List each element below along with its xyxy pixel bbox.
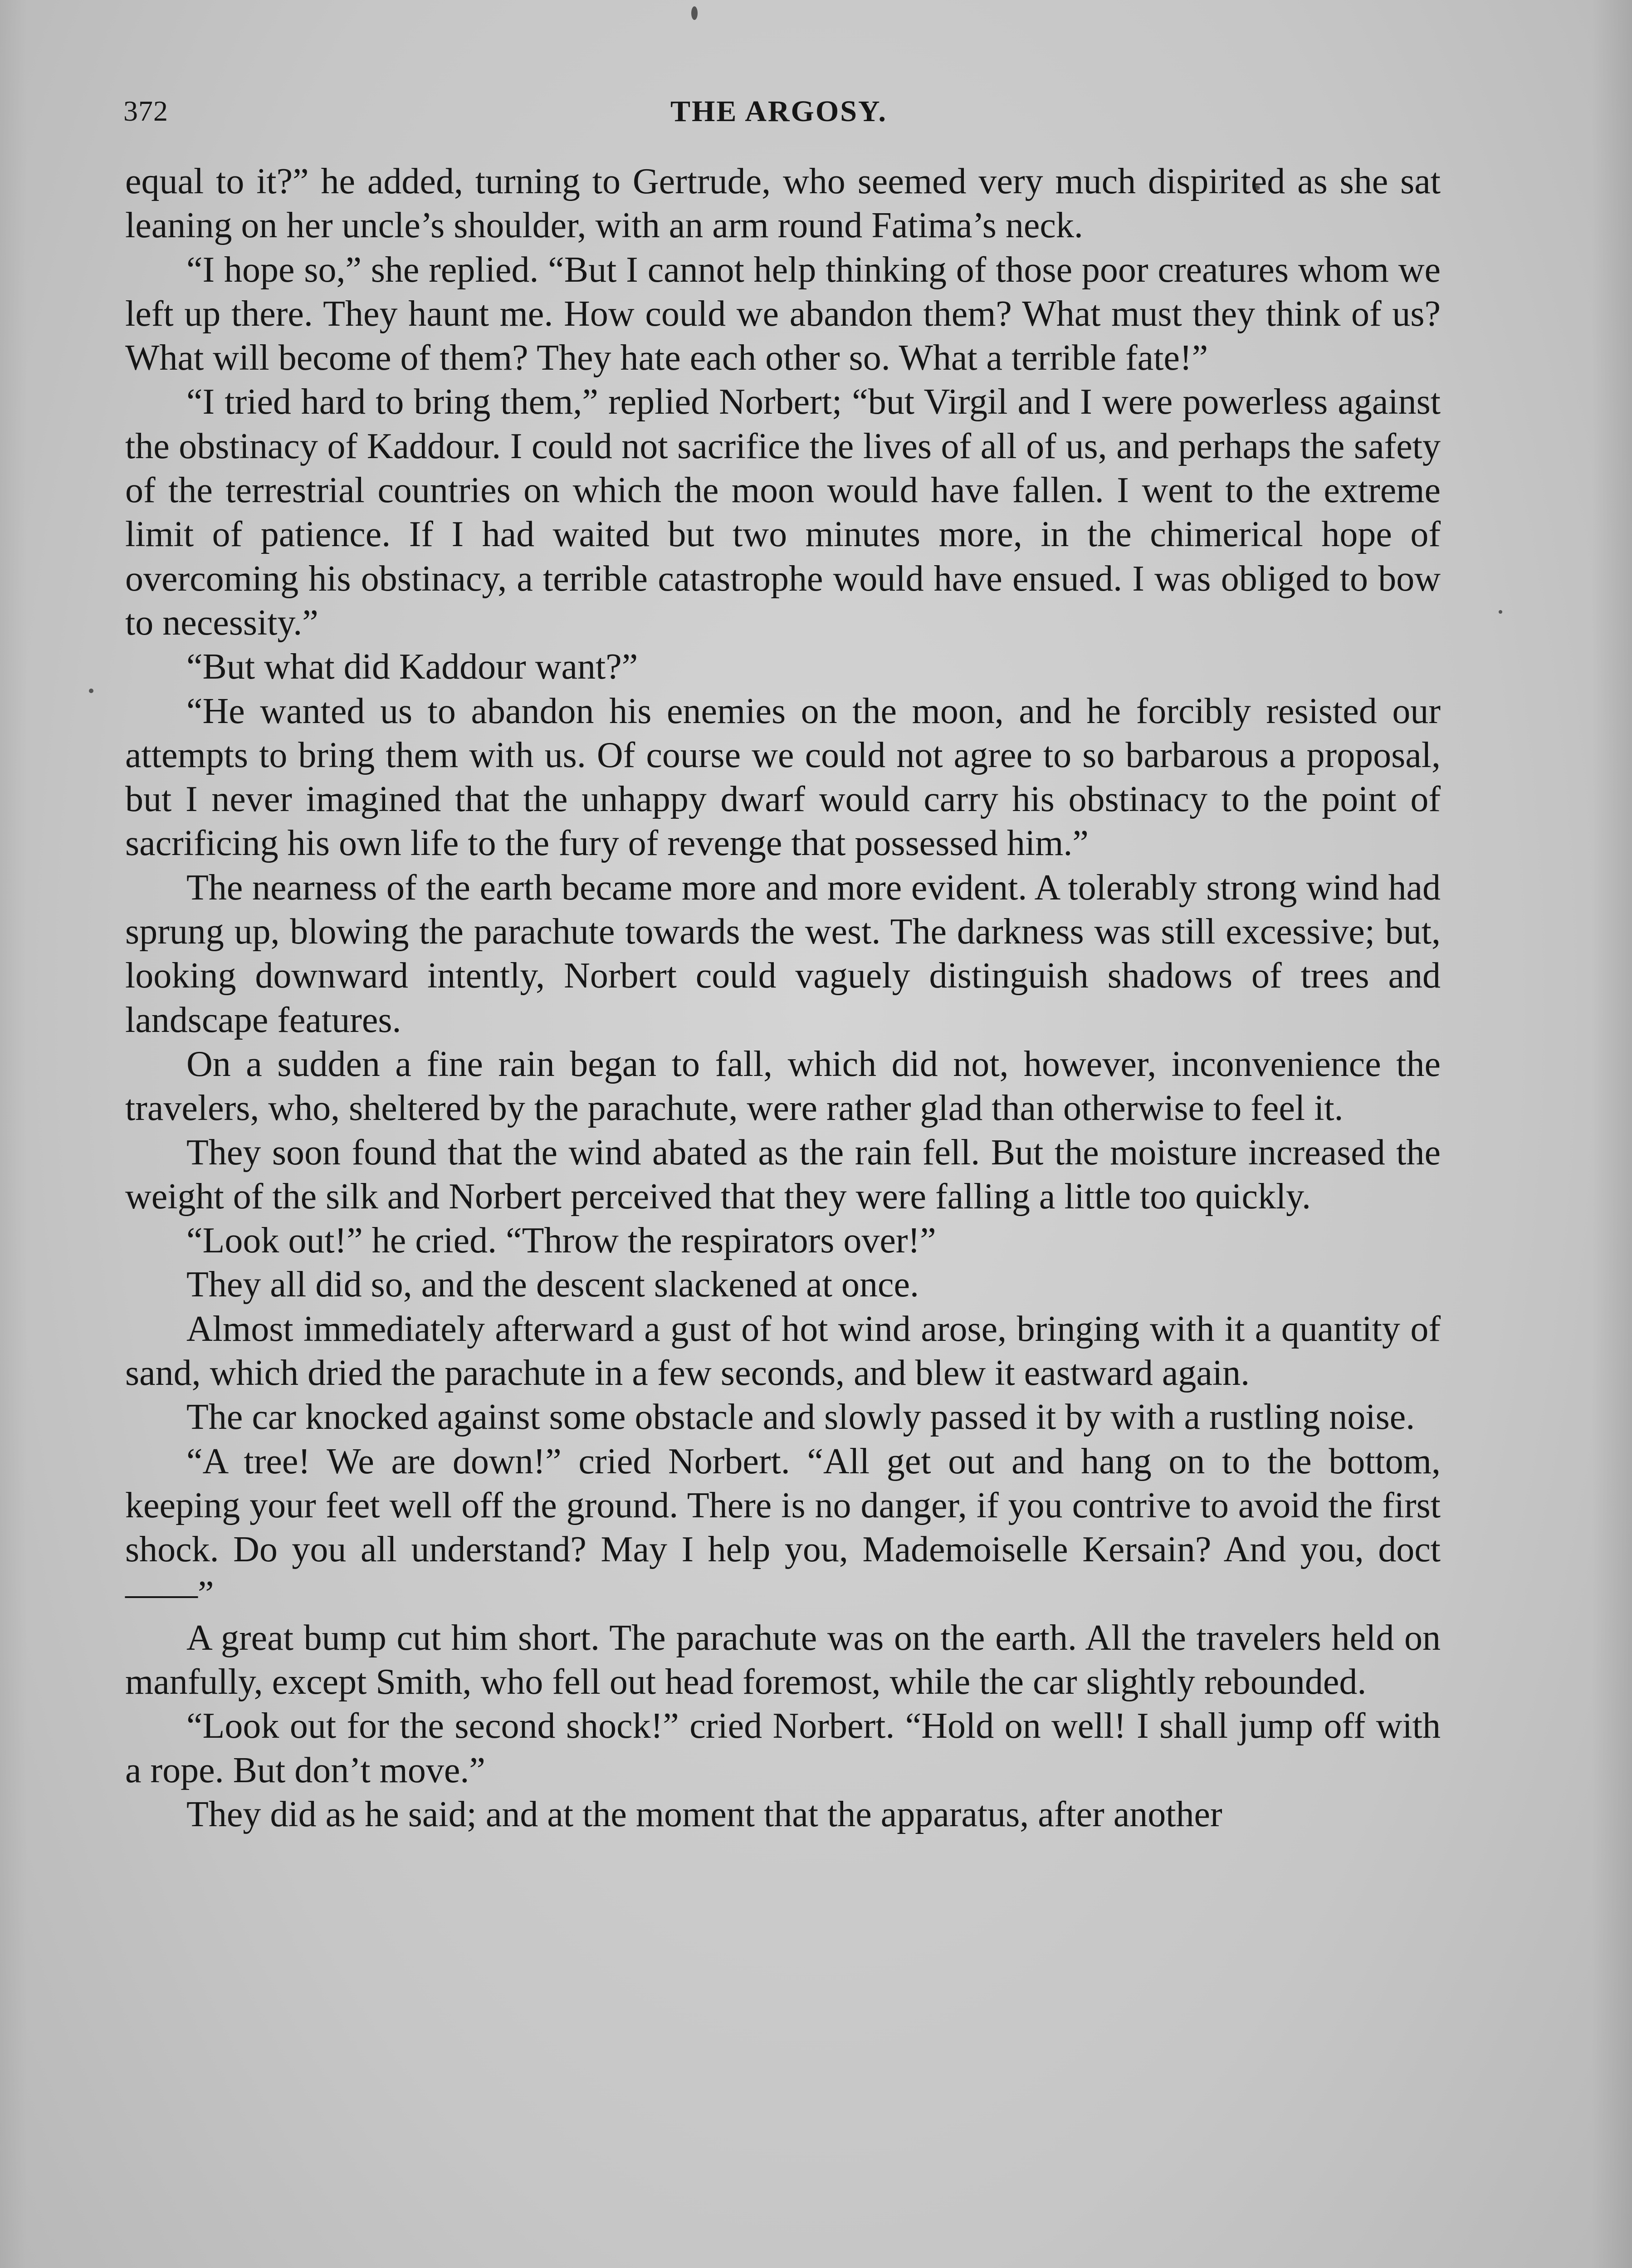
paragraph: The car knocked against some obstacle and slowly passed it by with a rustling noise. [186, 1397, 1415, 1437]
paragraph: Almost immediately afterward a gust of hot wind arose, bringing with it a quantity of sand, which dried the parachute in a few seconds, and blew it eastward again. [125, 1309, 1441, 1393]
page-number: 372 [123, 95, 168, 127]
body-text [125, 160, 1441, 1837]
print-speck [89, 689, 93, 693]
print-speck [691, 6, 698, 20]
page-shadow-right [1591, 0, 1632, 2268]
paragraph: “But what did Kaddour want?” [186, 647, 638, 687]
paragraph: The nearness of the earth became more and more evident. A tolerably strong wind had sprung up, blowing the parachute towards the west. The darkness was still excessive; but, looking downward intently, Norbert could vaguely distinguish shadows of trees and landscape features. [125, 867, 1441, 1040]
paragraph: On a sudden a fine rain began to fall, which did not, however, inconvenience the travelers, who, sheltered by the parachute, were rather glad than otherwise to feel it. [125, 1044, 1441, 1129]
paragraph: They did as he said; and at the moment that the apparatus, after another [186, 1794, 1222, 1834]
paragraph: A great bump cut him short. The parachute was on the earth. All the travelers held on manfully, except Smith, who fell out head foremost, while the car slightly rebounded. [125, 1618, 1441, 1702]
page-header [123, 94, 1434, 140]
paragraph: They all did so, and the descent slackened at once. [186, 1265, 919, 1305]
paragraph: “Look out for the second shock!” cried Norbert. “Hold on well! I shall jump off with a rope. But don’t move.” [125, 1706, 1441, 1790]
paragraph: “He wanted us to abandon his enemies on the moon, and he forcibly resisted our attempts to bring them with us. Of course we could not agree to so barbarous a proposal, but I never imagined that the unhappy dwarf would carry his obstinacy to the point of sacrificing his own life to the fury of revenge that possessed him.” [125, 691, 1441, 864]
paragraph: They soon found that the wind abated as the rain fell. But the moisture increased the weight of the silk and Norbert perceived that they were falling a little too quickly. [125, 1132, 1441, 1217]
paragraph: “A tree! We are down!” cried Norbert. “All get out and hang on to the bottom, keeping your feet well off the ground. There is no danger, if you contrive to avoid the first shock. Do you all understand? May I help you, Mademoiselle Kersain? And you, doct——” [125, 1441, 1441, 1614]
paragraph: “I hope so,” she replied. “But I cannot help thinking of those poor creatures whom we left up there. They haunt me. How could we abandon them? What must they think of us? What will become of them? They hate each other so. What a terrible fate!” [125, 249, 1441, 378]
paragraph: “I tried hard to bring them,” replied Norbert; “but Virgil and I were powerless against the obstinacy of Kaddour. I could not sacrifice the lives of all of us, and perhaps the safety of the terrestrial countries on which the moon would have fallen. I went to the extreme limit of patience. If I had waited but two minutes more, in the chimerical hope of overcoming his obstinacy, a terrible catastrophe would have ensued. I was obliged to bow to necessity.” [125, 382, 1441, 643]
paragraph: “Look out!” he cried. “Throw the respirators over!” [186, 1221, 936, 1261]
running-head: THE ARGOSY. [670, 95, 888, 128]
paragraph: equal to it?” he added, turning to Gertrude, who seemed very much dispirited as she sat leaning on her uncle’s shoulder, with an arm round Fatima’s neck. [125, 161, 1441, 246]
page-shadow-left [0, 0, 27, 2268]
print-speck [1499, 610, 1502, 614]
